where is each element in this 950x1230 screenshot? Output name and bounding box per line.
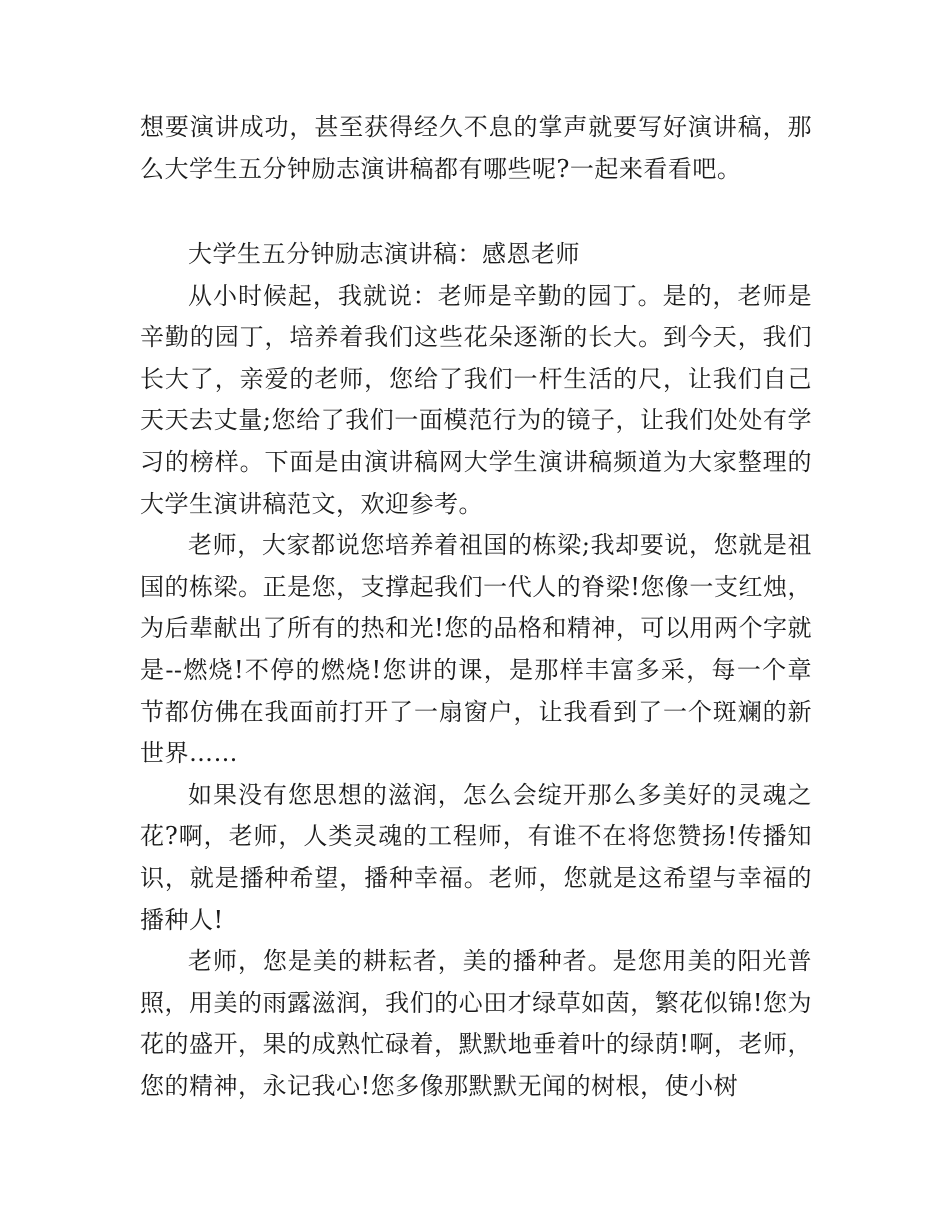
body-paragraph: 如果没有您思想的滋润，怎么会绽开那么多美好的灵魂之花?啊，老师，人类灵魂的工程师，有谁不在将您赞扬!传播知识，就是播种希望，播种幸福。老师，您就是这希望与幸福的播种人!: [140, 780, 812, 934]
article-heading: 大学生五分钟励志演讲稿：感恩老师: [188, 240, 580, 268]
body-paragraph: 老师，大家都说您培养着祖国的栋梁;我却要说，您就是祖国的栋梁。正是您，支撑起我们一代人的脊梁!您像一支红烛，为后辈献出了所有的热和光!您的品格和精神，可以用两个字就是--燃烧!不停的燃烧!您讲的课，是那样丰富多采，每一个章节都仿佛在我面前打开了一扇窗户，让我看到了一个斑斓的新世界……: [140, 531, 812, 768]
intro-paragraph: 想要演讲成功，甚至获得经久不息的掌声就要写好演讲稿，那么大学生五分钟励志演讲稿都有哪些呢?一起来看看吧。: [140, 113, 812, 183]
body-paragraph: 老师，您是美的耕耘者，美的播种者。是您用美的阳光普照，用美的雨露滋润，我们的心田才绿草如茵，繁花似锦!您为花的盛开，果的成熟忙碌着，默默地垂着叶的绿荫!啊，老师，您的精神，永记我心!您多像那默默无闻的树根，使小树: [140, 947, 812, 1100]
intro-section: [140, 107, 812, 190]
body-paragraph: 从小时候起，我就说：老师是辛勤的园丁。是的，老师是辛勤的园丁，培养着我们这些花朵逐渐的长大。到今天，我们长大了，亲爱的老师，您给了我们一杆生活的尺，让我们自己天天去丈量;您给了我们一面模范行为的镜子，让我们处处有学习的榜样。下面是由演讲稿网大学生演讲稿频道为大家整理的大学生演讲稿范文，欢迎参考。: [140, 281, 812, 518]
article-body: [140, 234, 812, 1107]
